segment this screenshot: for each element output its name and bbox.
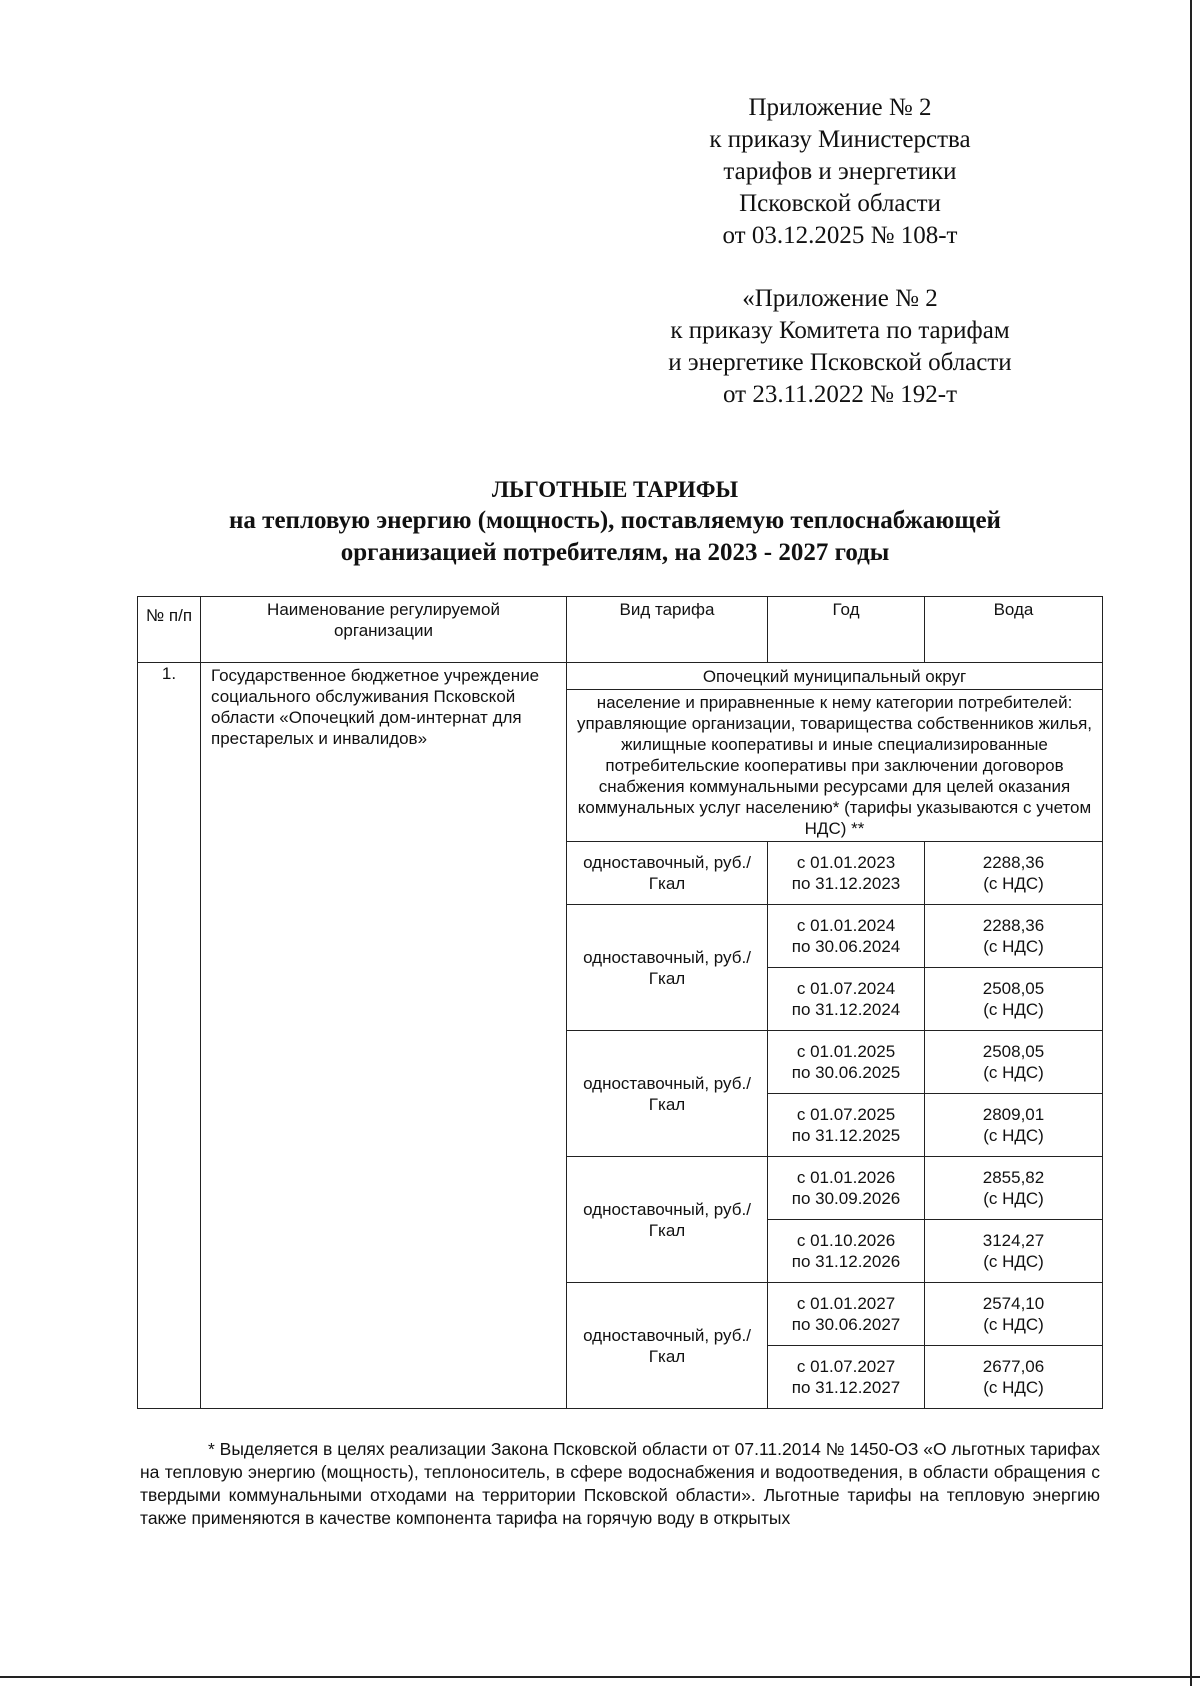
- period-from: с 01.07.2024: [796, 979, 896, 998]
- value-cell: [925, 1346, 1103, 1409]
- district-name: Опочецкий муниципальный округ: [567, 663, 1103, 690]
- period-to: по 31.12.2026: [791, 1252, 901, 1271]
- tariff-value: 2288,36: [982, 853, 1045, 872]
- tariff-value: 2508,05: [982, 979, 1045, 998]
- row-number: 1.: [138, 663, 201, 1409]
- value-cell: [925, 1094, 1103, 1157]
- period-cell: [768, 968, 925, 1031]
- tariff-type: одноставочный, руб./Гкал: [567, 842, 768, 905]
- period-to: по 31.12.2027: [791, 1378, 901, 1397]
- table-header-row: [138, 597, 1103, 663]
- value-cell: [925, 1283, 1103, 1346]
- period-to: по 31.12.2023: [791, 874, 901, 893]
- vat-note: (с НДС): [983, 874, 1044, 893]
- appendix-line: Приложение № 2: [748, 94, 932, 121]
- organization-name: Государственное бюджетное учреждение социального обслуживания Псковской области «Опочецкий дом-интернат для престарелых и инвалидов»: [201, 663, 567, 1409]
- period-cell: [768, 1283, 925, 1346]
- tariff-value: 2574,10: [982, 1294, 1045, 1313]
- period-from: с 01.10.2026: [796, 1231, 896, 1250]
- period-from: с 01.01.2027: [796, 1294, 896, 1313]
- period-to: по 30.09.2026: [791, 1189, 901, 1208]
- tariff-value: 2677,06: [982, 1357, 1045, 1376]
- value-cell: [925, 1031, 1103, 1094]
- value-cell: [925, 1157, 1103, 1220]
- period-to: по 30.06.2024: [791, 937, 901, 956]
- vat-note: (с НДС): [983, 1126, 1044, 1145]
- period-from: с 01.07.2027: [796, 1357, 896, 1376]
- period-cell: [768, 1220, 925, 1283]
- appendix-header-ministry: [640, 92, 1040, 252]
- appendix-line: и энергетике Псковской области: [668, 349, 1012, 376]
- tariff-value: 2809,01: [982, 1105, 1045, 1124]
- tariff-value: 3124,27: [982, 1231, 1045, 1250]
- header-water: Вода: [925, 597, 1103, 663]
- period-cell: [768, 905, 925, 968]
- page-edge-right: [1190, 0, 1192, 1686]
- header-org: Наименование регулируемой организации: [201, 597, 567, 663]
- period-cell: [768, 1031, 925, 1094]
- header-type: Вид тарифа: [567, 597, 768, 663]
- consumer-category: население и приравненные к нему категории потребителей: управляющие организации, товарищества собственников жилья, жилищные кооперативы и иные специализированные потребительские кооперативы при заключении договоров снабжения коммунальными ресурсами для целей оказания коммунальных услуг населению* (тарифы указываются с учетом НДС) **: [567, 690, 1103, 842]
- appendix-line: от 03.12.2025 № 108-т: [722, 222, 958, 249]
- value-cell: [925, 842, 1103, 905]
- vat-note: (с НДС): [983, 1000, 1044, 1019]
- period-to: по 30.06.2027: [791, 1315, 901, 1334]
- vat-note: (с НДС): [983, 1189, 1044, 1208]
- period-to: по 31.12.2025: [791, 1126, 901, 1145]
- document-title: [120, 475, 1110, 569]
- period-cell: [768, 1094, 925, 1157]
- vat-note: (с НДС): [983, 1378, 1044, 1397]
- tariff-type: одноставочный, руб./Гкал: [567, 1157, 768, 1283]
- appendix-line: тарифов и энергетики: [723, 158, 957, 185]
- period-from: с 01.01.2023: [796, 853, 896, 872]
- period-cell: [768, 1346, 925, 1409]
- title-line-3: организацией потребителям, на 2023 - 2027 годы: [340, 539, 890, 566]
- value-cell: [925, 968, 1103, 1031]
- appendix-line: Псковской области: [739, 190, 941, 217]
- period-from: с 01.01.2025: [796, 1042, 896, 1061]
- title-line-2: на тепловую энергию (мощность), поставляемую теплоснабжающей: [229, 507, 1001, 534]
- period-from: с 01.07.2025: [796, 1105, 896, 1124]
- header-num: № п/п: [138, 597, 201, 663]
- appendix-line: к приказу Министерства: [709, 126, 971, 153]
- footnote: * Выделяется в целях реализации Закона Псковской области от 07.11.2014 № 1450-ОЗ «О льготных тарифах на тепловую энергию (мощность), теплоноситель, в сфере водоснабжения и водоотведения, в области обращения с твердыми коммунальными отходами на территории Псковской области». Льготные тарифы на тепловую энергию также применяются в качестве компонента тарифа на горячую воду в открытых: [140, 1439, 1100, 1528]
- appendix-line: к приказу Комитета по тарифам: [670, 317, 1010, 344]
- tariff-type: одноставочный, руб./Гкал: [567, 1283, 768, 1409]
- period-to: по 30.06.2025: [791, 1063, 901, 1082]
- period-cell: [768, 842, 925, 905]
- vat-note: (с НДС): [983, 1315, 1044, 1334]
- period-from: с 01.01.2024: [796, 916, 896, 935]
- vat-note: (с НДС): [983, 937, 1044, 956]
- table-row: [138, 663, 1103, 690]
- tariff-type: одноставочный, руб./Гкал: [567, 1031, 768, 1157]
- tariff-value: 2288,36: [982, 916, 1045, 935]
- title-line-1: ЛЬГОТНЫЕ ТАРИФЫ: [491, 477, 739, 502]
- period-cell: [768, 1157, 925, 1220]
- value-cell: [925, 905, 1103, 968]
- appendix-header-committee: [630, 283, 1050, 411]
- tariff-value: 2508,05: [982, 1042, 1045, 1061]
- tariff-value: 2855,82: [982, 1168, 1045, 1187]
- period-from: с 01.01.2026: [796, 1168, 896, 1187]
- appendix-line: «Приложение № 2: [742, 285, 938, 312]
- tariff-type: одноставочный, руб./Гкал: [567, 905, 768, 1031]
- header-year: Год: [768, 597, 925, 663]
- vat-note: (с НДС): [983, 1063, 1044, 1082]
- value-cell: [925, 1220, 1103, 1283]
- page-edge-bottom: [0, 1676, 1200, 1678]
- tariffs-table: [137, 596, 1103, 1409]
- vat-note: (с НДС): [983, 1252, 1044, 1271]
- period-to: по 31.12.2024: [791, 1000, 901, 1019]
- appendix-line: от 23.11.2022 № 192-т: [722, 381, 958, 408]
